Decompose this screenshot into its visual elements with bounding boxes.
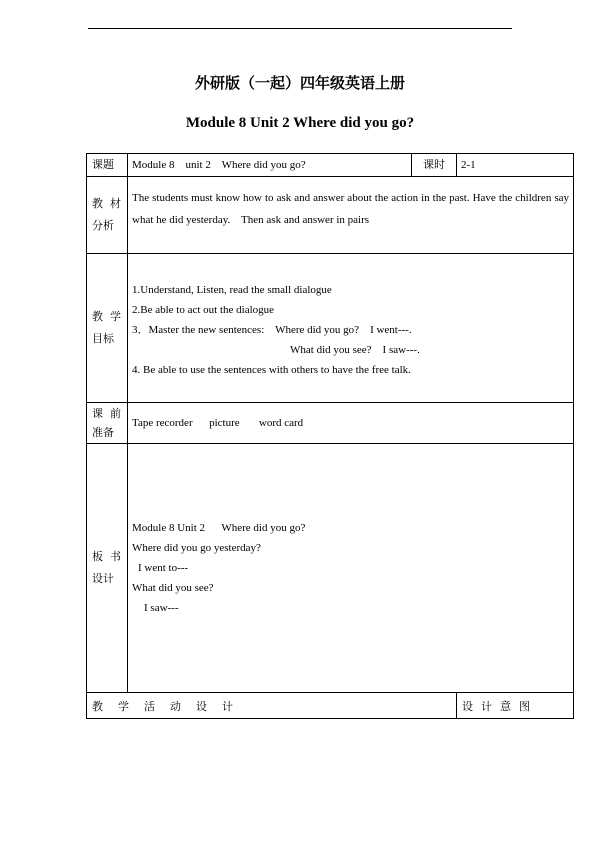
activity-design-text: 教学活动设计 — [92, 699, 248, 713]
goals-label — [87, 254, 128, 403]
board-label-line1: 板 书 — [92, 550, 121, 563]
document-title: 外研版（一起）四年级英语上册 — [194, 74, 405, 92]
preparation-label-line2: 准备 — [92, 426, 114, 439]
board-label — [87, 444, 128, 693]
header-rule — [88, 28, 512, 29]
topic-value: Module 8 unit 2 Where did you go? — [128, 154, 412, 177]
goal-line-4: What did you see? I saw---. — [290, 344, 420, 356]
period-value: 2-1 — [457, 154, 574, 177]
period-label: 课时 — [412, 154, 457, 177]
board-line-1: Module 8 Unit 2 Where did you go? — [132, 522, 306, 534]
topic-label: 课题 — [87, 154, 128, 177]
activity-design-label — [87, 693, 457, 719]
board-line-5: I saw--- — [144, 602, 179, 614]
board-line-3: I went to--- — [138, 562, 189, 574]
design-intent-text: 设计意图 — [462, 699, 538, 713]
lesson-plan-table — [86, 153, 574, 719]
goals-row — [87, 254, 574, 403]
preparation-label-line1: 课 前 — [92, 407, 121, 420]
goals-label-line1: 教 学 — [92, 310, 121, 323]
board-label-line2: 设计 — [92, 572, 114, 585]
footer-row — [87, 693, 574, 719]
preparation-row — [87, 403, 574, 444]
topic-row — [87, 154, 574, 177]
analysis-label-line2: 分析 — [92, 219, 114, 232]
board-line-2: Where did you go yesterday? — [132, 542, 261, 554]
design-intent-label — [457, 693, 574, 719]
analysis-text — [128, 177, 574, 254]
board-row — [87, 444, 574, 693]
analysis-label-line1: 教 材 — [92, 197, 121, 210]
preparation-label — [87, 403, 128, 444]
analysis-paragraph: The students must know how to ask and answer about the action in the past. Have the children say what he did yesterday. Then ask and answer in pairs — [132, 192, 572, 226]
goal-line-1: 1.Understand, Listen, read the small dialogue — [132, 284, 332, 296]
preparation-text: Tape recorder picture word card — [128, 403, 574, 444]
analysis-row — [87, 177, 574, 254]
goals-content — [128, 254, 574, 403]
goal-line-5: 4. Be able to use the sentences with others to have the free talk. — [132, 364, 411, 376]
goal-line-3: 3．Master the new sentences: Where did you go? I went---. — [132, 324, 412, 336]
goal-line-2: 2.Be able to act out the dialogue — [132, 304, 275, 316]
document-subtitle: Module 8 Unit 2 Where did you go? — [185, 115, 415, 131]
board-content — [128, 444, 574, 693]
analysis-label — [87, 177, 128, 254]
goals-label-line2: 目标 — [92, 332, 114, 345]
board-line-4: What did you see? — [132, 582, 214, 594]
